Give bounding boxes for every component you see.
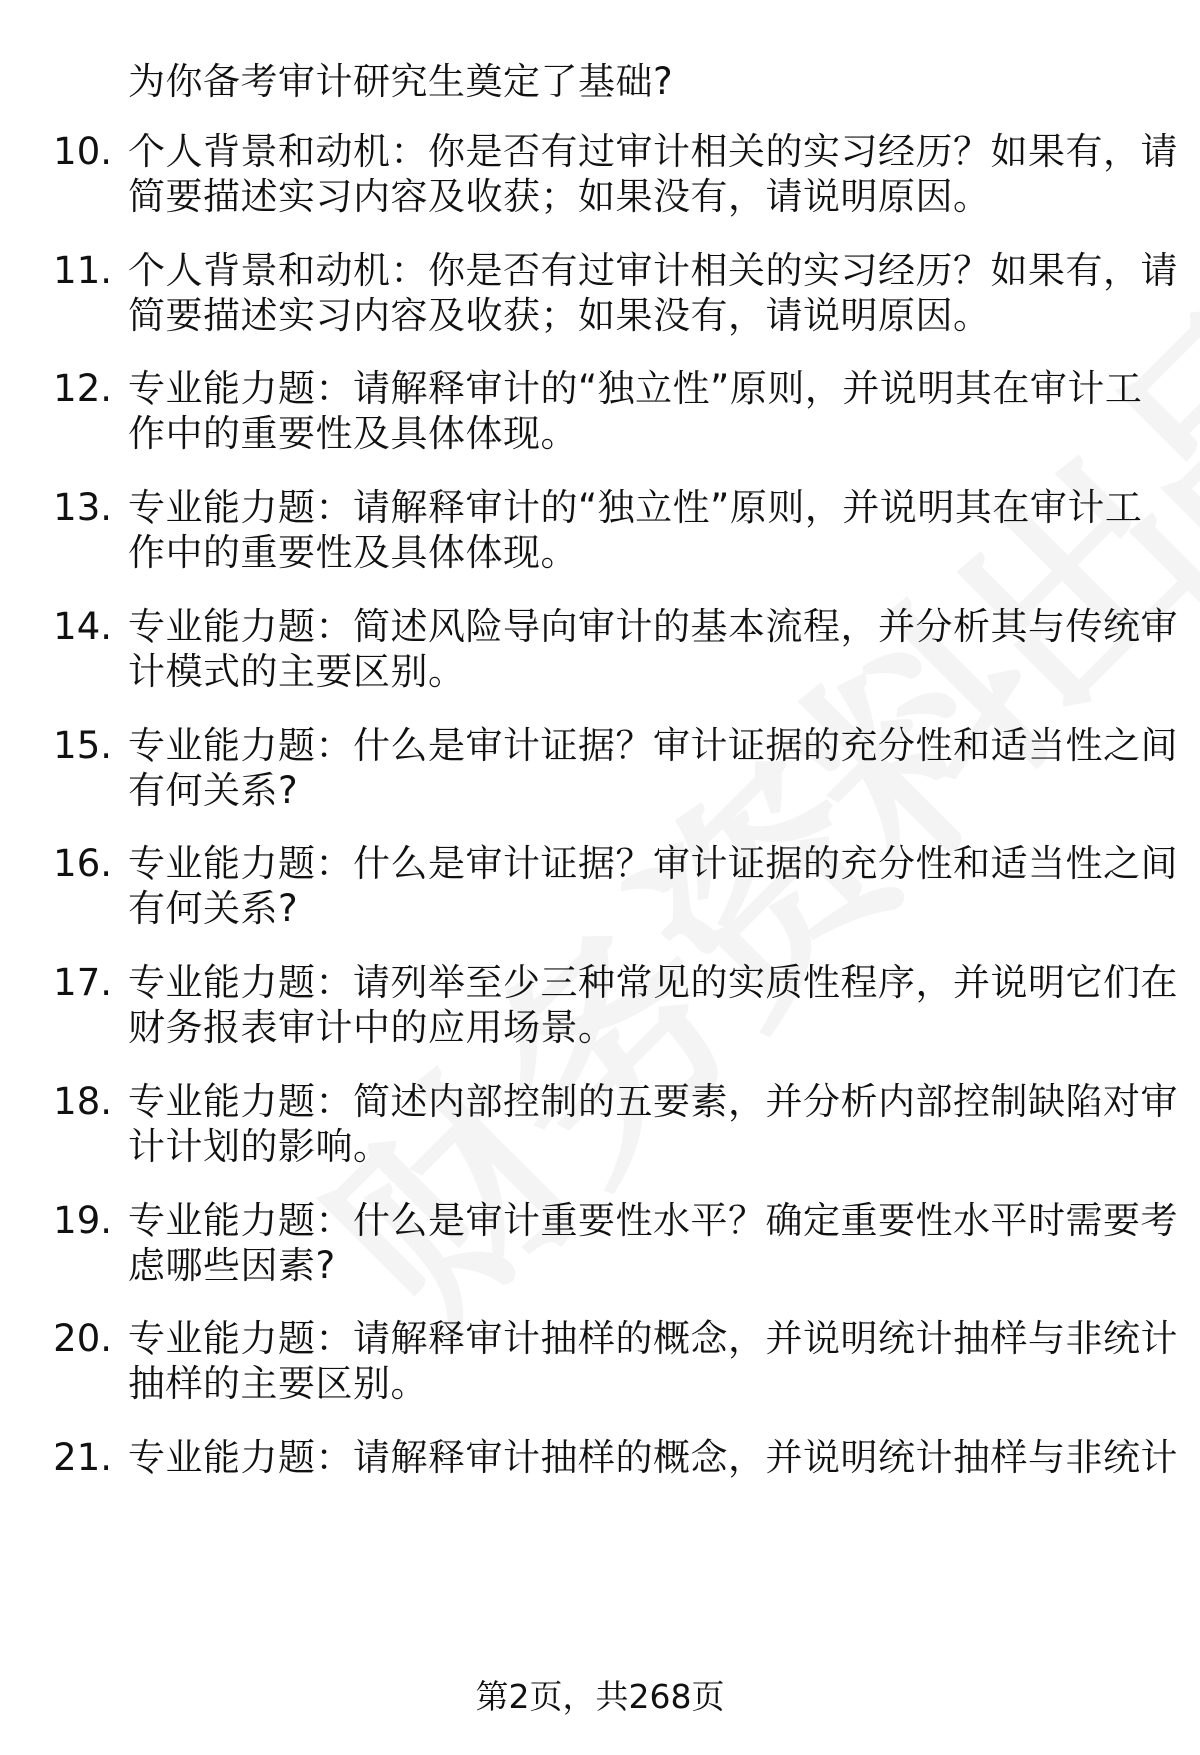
question-text-line1: 专业能力题：什么是审计证据？审计证据的充分性和适当性之间 bbox=[128, 724, 1178, 767]
question-text-line2: 简要描述实习内容及收获；如果没有，请说明原因。 bbox=[128, 294, 991, 337]
question-number: 19. bbox=[53, 1199, 112, 1242]
question-number: 12. bbox=[53, 367, 112, 410]
question-number: 13. bbox=[53, 486, 112, 529]
question-number: 21. bbox=[53, 1436, 112, 1479]
question-text-line1: 专业能力题：什么是审计证据？审计证据的充分性和适当性之间 bbox=[128, 842, 1178, 885]
question-text-line1: 专业能力题：简述风险导向审计的基本流程，并分析其与传统审 bbox=[128, 605, 1178, 648]
question-number: 17. bbox=[53, 961, 112, 1004]
question-text-line1: 个人背景和动机：你是否有过审计相关的实习经历？如果有，请 bbox=[128, 130, 1178, 173]
question-text-line2: 作中的重要性及具体体现。 bbox=[128, 531, 578, 574]
intro-continuation: 为你备考审计研究生奠定了基础? bbox=[128, 60, 674, 103]
question-number: 20. bbox=[53, 1317, 112, 1360]
question-text-line2: 计模式的主要区别。 bbox=[128, 650, 466, 693]
question-text-line1: 个人背景和动机：你是否有过审计相关的实习经历？如果有，请 bbox=[128, 249, 1178, 292]
question-text-line2: 有何关系? bbox=[128, 769, 299, 812]
question-text-line1: 专业能力题：什么是审计重要性水平？确定重要性水平时需要考 bbox=[128, 1199, 1178, 1242]
question-text-line1: 专业能力题：请解释审计的“独立性”原则，并说明其在审计工 bbox=[128, 486, 1143, 529]
question-text-line2: 计计划的影响。 bbox=[128, 1125, 391, 1168]
question-number: 18. bbox=[53, 1080, 112, 1123]
question-text-line2: 财务报表审计中的应用场景。 bbox=[128, 1006, 616, 1049]
question-text-line1: 专业能力题：请列举至少三种常见的实质性程序，并说明它们在 bbox=[128, 961, 1178, 1004]
question-text-line1: 专业能力题：请解释审计抽样的概念，并说明统计抽样与非统计 bbox=[128, 1436, 1178, 1479]
question-text-line2: 作中的重要性及具体体现。 bbox=[128, 412, 578, 455]
question-number: 16. bbox=[53, 842, 112, 885]
question-text-line1: 专业能力题：简述内部控制的五要素，并分析内部控制缺陷对审 bbox=[128, 1080, 1178, 1123]
question-text-line2: 虑哪些因素? bbox=[128, 1244, 336, 1287]
question-text-line2: 有何关系? bbox=[128, 887, 299, 930]
question-number: 10. bbox=[53, 130, 112, 173]
page-footer: 第2页，共268页 bbox=[475, 1677, 725, 1716]
question-text-line1: 专业能力题：请解释审计抽样的概念，并说明统计抽样与非统计 bbox=[128, 1317, 1178, 1360]
question-text-line1: 专业能力题：请解释审计的“独立性”原则，并说明其在审计工 bbox=[128, 367, 1143, 410]
question-number: 11. bbox=[53, 249, 112, 292]
question-text-line2: 抽样的主要区别。 bbox=[128, 1362, 428, 1405]
question-number: 15. bbox=[53, 724, 112, 767]
question-number: 14. bbox=[53, 605, 112, 648]
question-text-line2: 简要描述实习内容及收获；如果没有，请说明原因。 bbox=[128, 175, 991, 218]
